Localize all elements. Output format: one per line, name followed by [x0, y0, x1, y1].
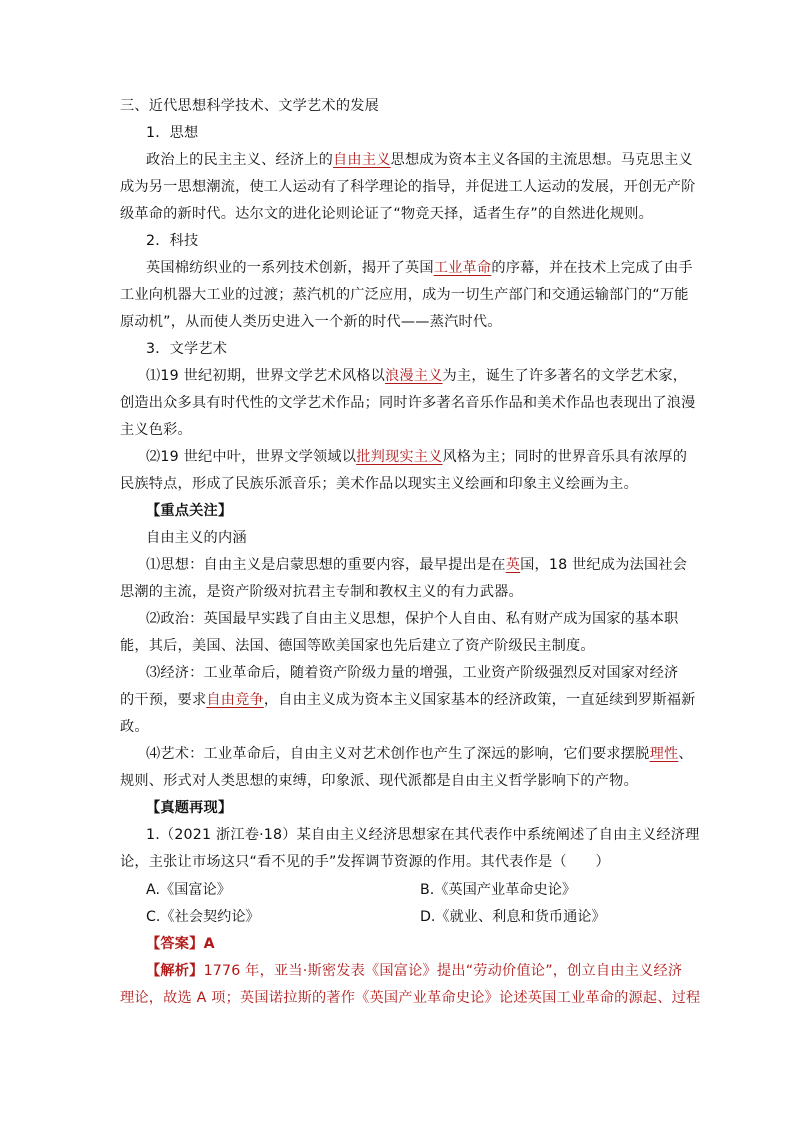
paragraph-line: 主义色彩。	[120, 422, 192, 438]
sub-heading-thought: 1．思想	[146, 125, 199, 141]
paragraph-line: ⑴思想：自由主义是启蒙思想的重要内容，最早提出是在英国，18 世纪成为法国社会	[146, 557, 688, 573]
answer-label: 【答案】	[146, 936, 204, 952]
paragraph-line: 级革命的新时代。达尔文的进化论则论证了“物竞天择，适者生存”的自然进化规则。	[120, 206, 654, 222]
option-a: A.《国富论》	[146, 882, 231, 898]
sub-heading-arts: 3．文学艺术	[146, 341, 228, 357]
analysis-line: 【解析】1776 年，亚当·斯密发表《国富论》提出“劳动价值论”，创立自由主义经济	[146, 963, 683, 979]
paragraph-line: 工业向机器大工业的过渡；蒸汽机的广泛应用，成为一切生产部门和交通运输部门的“万能	[120, 287, 689, 303]
focus-title: 自由主义的内涵	[146, 530, 247, 546]
paragraph-line: ⑴19 世纪初期，世界文学艺术风格以浪漫主义为主，诞生了许多著名的文学艺术家，	[146, 368, 688, 384]
option-d: D.《就业、利息和货币通论》	[420, 909, 606, 925]
sub-heading-tech: 2．科技	[146, 233, 199, 249]
focus-heading: 【重点关注】	[146, 503, 233, 519]
paragraph-line: 成为另一思想潮流，使工人运动有了科学理论的指导，并促进工人运动的发展，开创无产阶	[120, 179, 696, 195]
paragraph-line: 的干预，要求自由竞争，自由主义成为资本主义国家基本的经济政策，一直延续到罗斯福新	[120, 692, 696, 708]
paragraph-line: ⑵19 世纪中叶，世界文学领域以批判现实主义风格为主；同时的世界音乐具有浓厚的	[146, 449, 688, 465]
highlight-term: 自由竞争	[206, 692, 264, 708]
paragraph-line: 能，其后，美国、法国、德国等欧美国家也先后建立了资产阶级民主制度。	[120, 638, 595, 654]
paragraph-line: ⑷艺术：工业革命后，自由主义对艺术创作也产生了深远的影响，它们要求摆脱理性、	[146, 746, 693, 762]
analysis-label: 【解析】	[146, 963, 204, 979]
highlight-term: 理性	[649, 746, 679, 762]
option-c: C.《社会契约论》	[146, 909, 260, 925]
paragraph-line: 英国棉纺织业的一系列技术创新，揭开了英国工业革命的序幕，并在技术上完成了由手	[146, 260, 693, 276]
paragraph-line: ⑶经济：工业革命后，随着资产阶级力量的增强，工业资产阶级强烈反对国家对经济	[146, 665, 679, 681]
paragraph-line: 创造出众多具有时代性的文学艺术作品；同时许多著名音乐作品和美术作品也表现出了浪漫	[120, 395, 696, 411]
paragraph-line: 民族特点，形成了民族乐派音乐；美术作品以现实主义绘画和印象主义绘画为主。	[120, 476, 638, 492]
highlight-term: 工业革命	[433, 260, 492, 276]
paragraph-line: 原动机”，从而使人类历史进入一个新的时代——蒸汽时代。	[120, 314, 502, 330]
question-text: 论，主张让市场这只“看不见的手”发挥调节资源的作用。其代表作是（ ）	[120, 854, 610, 870]
highlight-term: 批判现实主义	[356, 449, 443, 465]
paragraph-line: ⑵政治：英国最早实践了自由主义思想，保护个人自由、私有财产成为国家的基本职	[146, 611, 679, 627]
analysis-line: 理论，故选 A 项；英国诺拉斯的著作《英国产业革命史论》论述英国工业革命的源起、过程	[120, 990, 701, 1006]
paragraph-line: 政治上的民主主义、经济上的自由主义思想成为资本主义各国的主流思想。马克思主义	[146, 152, 693, 168]
paragraph-line: 政。	[120, 719, 149, 735]
exam-heading: 【真题再现】	[146, 800, 233, 816]
paragraph-line: 规则、形式对人类思想的束缚，印象派、现代派都是自由主义哲学影响下的产物。	[120, 773, 638, 789]
highlight-term: 浪漫主义	[384, 368, 443, 384]
paragraph-line: 思潮的主流，是资产阶级对抗君主专制和教权主义的有力武器。	[120, 584, 523, 600]
answer-line	[146, 934, 215, 954]
section-title: 三、近代思想科学技术、文学艺术的发展	[120, 98, 379, 114]
highlight-term: 英	[505, 557, 521, 573]
answer-value: A	[203, 936, 215, 952]
option-b: B.《英国产业革命史论》	[420, 882, 577, 898]
highlight-term: 自由主义	[333, 152, 391, 168]
question-text: 1.（2021 浙江卷·18）某自由主义经济思想家在其代表作中系统阐述了自由主义经济理	[146, 827, 700, 843]
